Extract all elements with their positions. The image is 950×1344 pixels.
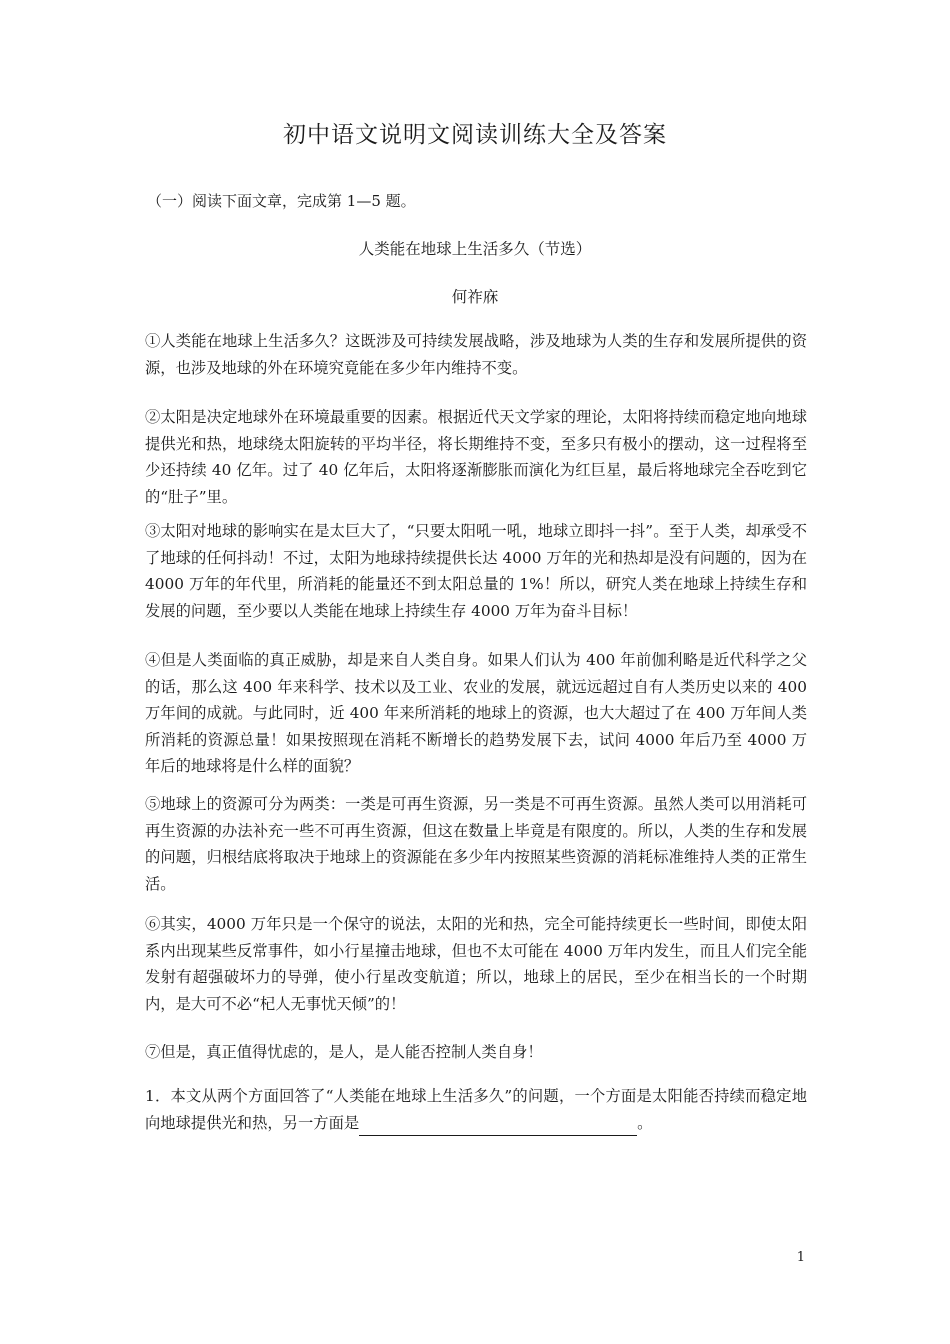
article-title: 人类能在地球上生活多久（节选）: [358, 240, 592, 258]
document-title: 初中语文说明文阅读训练大全及答案: [283, 122, 667, 148]
question-1-end: 。: [637, 1113, 653, 1132]
reading-instruction: （一）阅读下面文章，完成第 1—5 题。: [147, 192, 416, 210]
paragraph-7: ⑦但是，真正值得忧虑的，是人，是人能否控制人类自身！: [145, 1043, 543, 1061]
paragraph-5: ⑤地球上的资源可分为两类：一类是可再生资源，另一类是不可再生资源。虽然人类可以用消耗可再生资源的办法补充一些不可再生资源，但这在数量上毕竟是有限度的。所以，人类的生存和发展的问题，归根结底将取决于地球上的资源能在多少年内按照某些资源的消耗标准维持人类的正常生活。: [145, 795, 807, 893]
paragraph-2: ②太阳是决定地球外在环境最重要的因素。根据近代天文学家的理论，太阳将持续而稳定地向地球提供光和热，地球绕太阳旋转的平均半径，将长期维持不变，至多只有极小的摆动，这一过程将至少还持续 40 亿年。过了 40 亿年后，太阳将逐渐膨胀而演化为红巨星，最后将地球完全吞吃到它的“肚子”里。: [145, 408, 807, 506]
answer-blank: [359, 1117, 637, 1136]
paragraph-1: ①人类能在地球上生活多久？这既涉及可持续发展战略，涉及地球为人类的生存和发展所提供的资源，也涉及地球的外在环境究竟能在多少年内维持不变。: [145, 332, 807, 377]
article-author: 何祚庥: [451, 288, 499, 306]
question-1: [145, 1083, 807, 1136]
paragraph-6: ⑥其实，4000 万年只是一个保守的说法，太阳的光和热，完全可能持续更长一些时间，即使太阳系内出现某些反常事件，如小行星撞击地球，但也不太可能在 4000 万年内发生，而且人们完全能发射有超强破坏力的导弹，使小行星改变航道；所以，地球上的居民，至少在相当长的一个时期内，是大可不必“杞人无事忧天倾”的！: [145, 915, 807, 1013]
paragraph-4: ④但是人类面临的真正威胁，却是来自人类自身。如果人们认为 400 年前伽利略是近代科学之父的话，那么这 400 年来科学、技术以及工业、农业的发展，就远远超过自有人类历史以来的 400 万年间的成就。与此同时，近 400 年来所消耗的地球上的资源，也大大超过了在 400 万年间人类所消耗的资源总量！如果按照现在消耗不断增长的趋势发展下去，试问 4000 年后乃至 4000 万年后的地球将是什么样的面貌？: [145, 651, 807, 775]
page-number: 1: [796, 1250, 805, 1265]
question-1-text: 1．本文从两个方面回答了“人类能在地球上生活多久”的问题，一个方面是太阳能否持续而稳定地向地球提供光和热，另一方面是: [145, 1087, 807, 1132]
paragraph-3: ③太阳对地球的影响实在是太巨大了，“只要太阳吼一吼，地球立即抖一抖”。至于人类，却承受不了地球的任何抖动！不过，太阳为地球持续提供长达 4000 万年的光和热却是没有问题的，因为在 4000 万年的年代里，所消耗的能量还不到太阳总量的 1%！所以，研究人类在地球上持续生存和发展的问题，至少要以人类能在地球上持续生存 4000 万年为奋斗目标！: [145, 522, 807, 620]
